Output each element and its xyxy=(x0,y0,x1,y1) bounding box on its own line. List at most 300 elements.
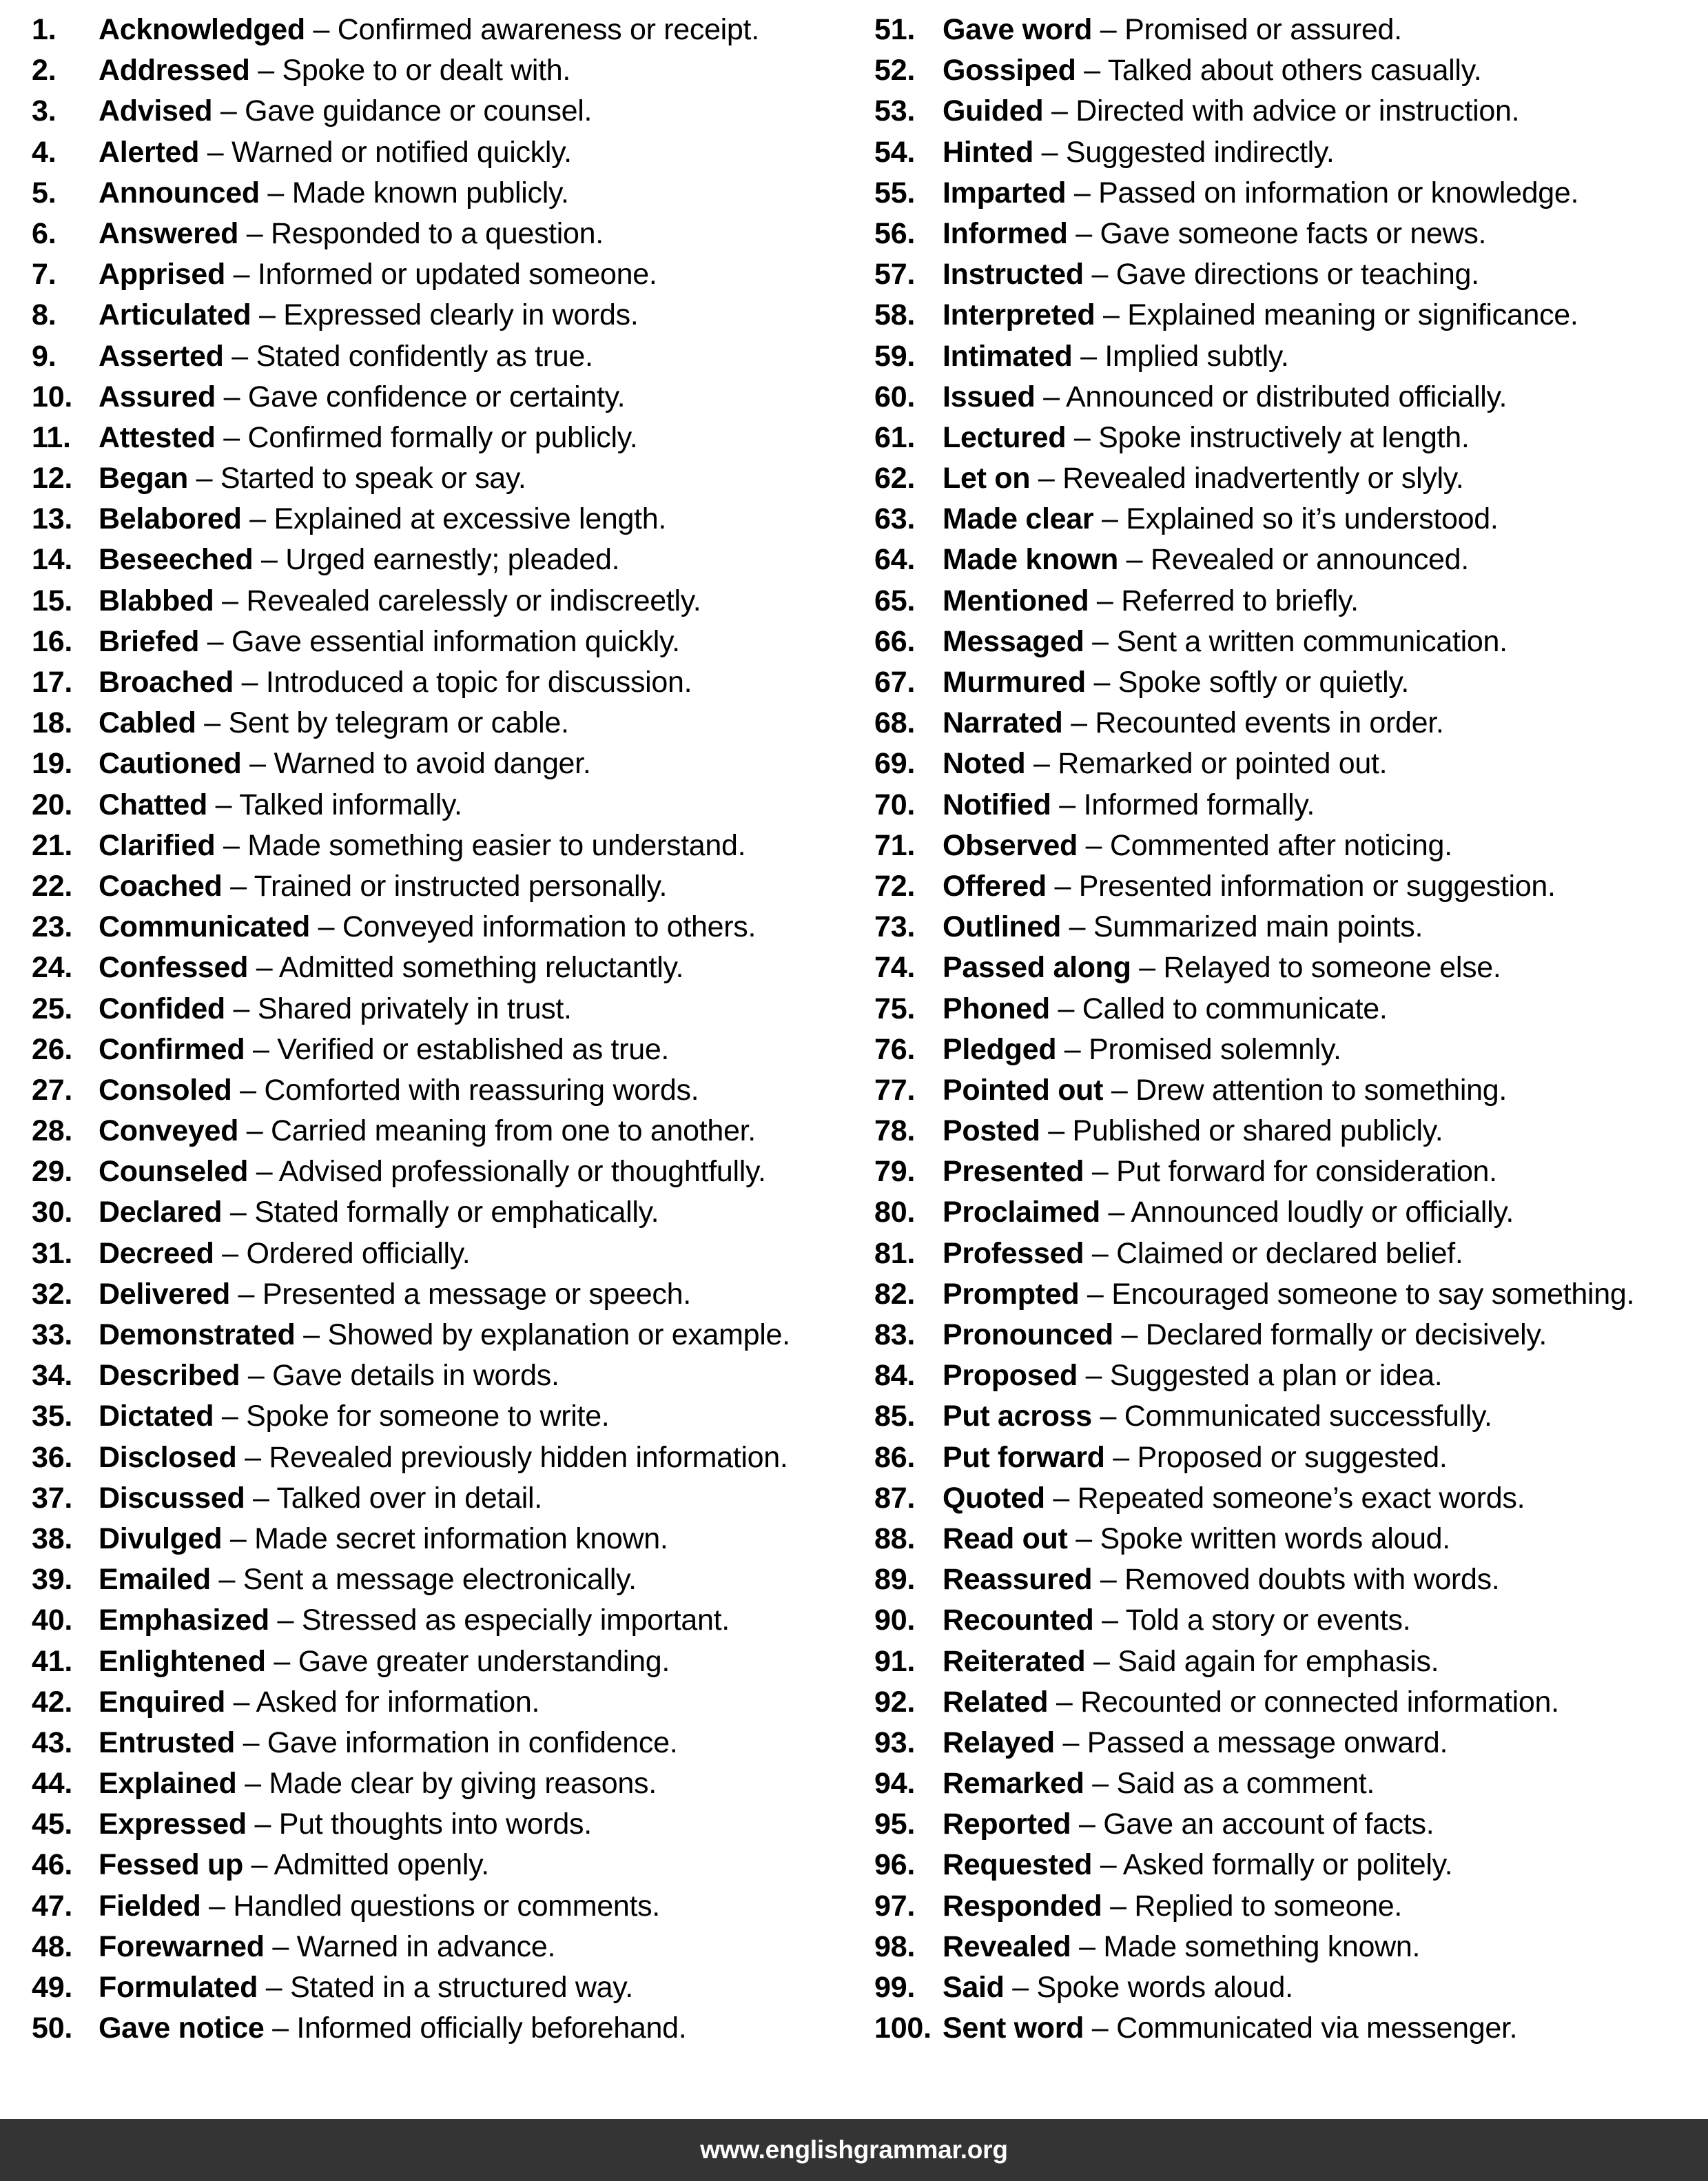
list-item-term: Instructed xyxy=(943,258,1084,291)
list-item-term: Responded xyxy=(943,1889,1102,1923)
list-item-definition: Remarked or pointed out. xyxy=(1058,747,1388,781)
list-item-body xyxy=(943,418,1469,458)
list-item xyxy=(32,458,841,499)
list-item-separator: – xyxy=(199,135,231,169)
list-item-definition: Shared privately in trust. xyxy=(257,992,572,1025)
list-item xyxy=(32,1559,841,1600)
list-item-body xyxy=(99,10,759,50)
list-item-definition: Confirmed awareness or receipt. xyxy=(337,13,759,46)
list-item-number: 68. xyxy=(874,706,916,740)
list-item-term: Gave word xyxy=(943,13,1093,46)
list-item-definition: Presented information or suggestion. xyxy=(1078,869,1556,903)
list-item-definition: Relayed to someone else. xyxy=(1163,951,1501,985)
list-item-number: 67. xyxy=(874,666,916,699)
list-item-separator: – xyxy=(214,1236,247,1270)
list-item-term: Reassured xyxy=(943,1563,1093,1597)
list-item-number: 9. xyxy=(32,339,56,373)
list-item-separator: – xyxy=(207,788,240,821)
list-item-number: 46. xyxy=(32,1848,73,1882)
list-item-term: Disclosed xyxy=(99,1440,237,1474)
list-item-body xyxy=(943,377,1507,418)
list-item-term: Cabled xyxy=(99,706,196,740)
list-item-separator: – xyxy=(222,1522,255,1555)
list-item-separator: – xyxy=(1103,1073,1136,1107)
list-item-separator: – xyxy=(1100,1196,1131,1229)
list-item-term: Phoned xyxy=(943,992,1050,1025)
list-item-term: Fielded xyxy=(99,1889,201,1923)
list-item-separator: – xyxy=(1025,747,1058,781)
list-item-separator: – xyxy=(1033,135,1066,169)
list-item xyxy=(32,10,841,50)
list-item xyxy=(874,826,1695,866)
list-item-separator: – xyxy=(1084,1767,1117,1801)
list-item xyxy=(874,1437,1695,1478)
list-item-number: 36. xyxy=(32,1440,73,1474)
list-item xyxy=(32,1845,841,1885)
list-item-number: 95. xyxy=(874,1808,916,1841)
list-item-separator: – xyxy=(1072,339,1105,373)
list-item-number: 87. xyxy=(874,1481,916,1515)
list-item-number: 42. xyxy=(32,1685,73,1719)
list-item-definition: Removed doubts with words. xyxy=(1124,1563,1500,1597)
list-item-body xyxy=(99,458,526,499)
list-item-separator: – xyxy=(243,1848,274,1882)
list-item-body xyxy=(99,1927,555,1967)
list-item-separator: – xyxy=(1084,624,1117,658)
list-item xyxy=(32,1315,841,1355)
list-item xyxy=(874,1070,1695,1111)
list-item-body xyxy=(99,254,657,295)
list-item-term: Belabored xyxy=(99,502,242,536)
list-item-number: 28. xyxy=(32,1114,73,1148)
list-item-separator: – xyxy=(225,258,258,291)
list-item-separator: – xyxy=(222,1196,255,1229)
list-item-number: 31. xyxy=(32,1236,73,1270)
list-item-separator: – xyxy=(310,910,342,944)
list-item-term: Fessed up xyxy=(99,1848,243,1882)
list-item xyxy=(874,744,1695,784)
list-item-definition: Announced or distributed officially. xyxy=(1065,380,1508,413)
list-item-separator: – xyxy=(264,1929,297,1963)
list-item-body xyxy=(99,948,683,988)
list-item-definition: Recounted or connected information. xyxy=(1080,1685,1559,1719)
list-item-definition: Revealed carelessly or indiscreetly. xyxy=(246,584,701,617)
list-item-number: 44. xyxy=(32,1767,73,1801)
list-item-body xyxy=(99,1192,659,1233)
list-item-term: Blabbed xyxy=(99,584,214,617)
list-item-definition: Stated in a structured way. xyxy=(290,1971,633,2004)
list-item-body xyxy=(99,377,625,418)
list-item-separator: – xyxy=(305,13,338,46)
list-item-body xyxy=(99,214,604,254)
list-item-body xyxy=(99,418,637,458)
list-item-separator: – xyxy=(1067,216,1100,250)
list-item-term: Outlined xyxy=(943,910,1061,944)
list-item-term: Confessed xyxy=(99,951,249,985)
list-item-term: Proclaimed xyxy=(943,1196,1100,1229)
list-item-term: Apprised xyxy=(99,258,225,291)
list-item-separator: – xyxy=(225,1685,256,1719)
list-item-separator: – xyxy=(1093,502,1126,536)
list-item-separator: – xyxy=(1076,54,1108,88)
list-item-definition: Promised solemnly. xyxy=(1089,1032,1341,1066)
list-item-separator: – xyxy=(222,869,254,903)
list-item-number: 73. xyxy=(874,910,916,944)
list-item-term: Clarified xyxy=(99,828,216,862)
list-item xyxy=(32,1274,841,1315)
list-item-definition: Gave an account of facts. xyxy=(1103,1808,1434,1841)
list-item-separator: – xyxy=(223,339,256,373)
list-item-definition: Comforted with reassuring words. xyxy=(264,1073,699,1107)
list-item-term: Briefed xyxy=(99,624,200,658)
list-item-body xyxy=(943,1478,1525,1519)
list-item-definition: Talked about others casually. xyxy=(1107,54,1482,88)
list-item xyxy=(874,50,1695,91)
list-item-term: Enquired xyxy=(99,1685,225,1719)
list-item-definition: Spoke written words aloud. xyxy=(1100,1522,1450,1555)
list-item xyxy=(874,703,1695,744)
list-item-separator: – xyxy=(1083,258,1116,291)
list-item-term: Communicated xyxy=(99,910,310,944)
list-item xyxy=(874,540,1695,580)
list-item-number: 33. xyxy=(32,1318,73,1351)
list-item-separator: – xyxy=(187,462,220,495)
list-item-separator: – xyxy=(249,54,282,88)
list-item-definition: Started to speak or say. xyxy=(220,462,526,495)
list-item-term: Put across xyxy=(943,1400,1092,1433)
list-item xyxy=(874,1274,1695,1315)
list-item-term: Pointed out xyxy=(943,1073,1104,1107)
list-item-separator: – xyxy=(225,992,258,1025)
list-item-definition: Informed or updated someone. xyxy=(257,258,657,291)
list-item-number: 53. xyxy=(874,94,916,128)
list-item-body xyxy=(99,989,572,1030)
list-item-number: 76. xyxy=(874,1032,916,1066)
list-item xyxy=(32,703,841,744)
list-item-number: 91. xyxy=(874,1644,916,1678)
list-item-body xyxy=(943,703,1444,744)
list-item-term: Decreed xyxy=(99,1236,214,1270)
list-item-term: Emailed xyxy=(99,1563,211,1597)
list-item-body xyxy=(99,866,667,907)
list-item-term: Remarked xyxy=(943,1767,1084,1801)
list-item-definition: Sent a written communication. xyxy=(1116,624,1508,658)
list-item-term: Lectured xyxy=(943,420,1067,454)
list-item-number: 56. xyxy=(874,216,916,250)
list-item-number: 69. xyxy=(874,747,916,781)
list-item-number: 50. xyxy=(32,2011,73,2045)
list-item-body xyxy=(943,1192,1514,1233)
list-item xyxy=(32,1927,841,1967)
list-item-separator: – xyxy=(251,298,284,332)
list-item-definition: Stated formally or emphatically. xyxy=(254,1196,659,1229)
list-item xyxy=(32,1111,841,1151)
list-item xyxy=(32,173,841,214)
list-item-term: Passed along xyxy=(943,951,1131,985)
list-item-term: Divulged xyxy=(99,1522,223,1555)
list-item-separator: – xyxy=(231,1073,265,1107)
list-item-separator: – xyxy=(245,1032,278,1066)
list-item-definition: Made secret information known. xyxy=(254,1522,668,1555)
list-item-definition: Suggested a plan or idea. xyxy=(1109,1359,1443,1393)
list-item-definition: Admitted something reluctantly. xyxy=(278,951,684,985)
list-item-term: Delivered xyxy=(99,1277,230,1311)
list-item-definition: Told a story or events. xyxy=(1125,1604,1411,1637)
list-item-definition: Spoke for someone to write. xyxy=(246,1400,610,1433)
list-item-term: Entrusted xyxy=(99,1726,235,1759)
list-item-body xyxy=(943,173,1578,214)
list-item-definition: Warned in advance. xyxy=(296,1929,556,1963)
list-item-definition: Showed by explanation or example. xyxy=(327,1318,790,1351)
list-item-term: Acknowledged xyxy=(99,13,305,46)
list-item-body xyxy=(943,1967,1293,2008)
list-item-number: 78. xyxy=(874,1114,916,1148)
list-item xyxy=(874,1682,1695,1723)
list-item-number: 71. xyxy=(874,828,916,862)
list-item-term: Guided xyxy=(943,94,1044,128)
list-item xyxy=(32,2008,841,2049)
list-item-number: 3. xyxy=(32,94,56,128)
list-item-number: 85. xyxy=(874,1400,916,1433)
list-item-separator: – xyxy=(1030,462,1063,495)
list-item-separator: – xyxy=(1035,380,1066,413)
list-item-separator: – xyxy=(1092,1563,1125,1597)
list-item-number: 51. xyxy=(874,13,916,46)
list-item xyxy=(32,866,841,907)
list-item-term: Pronounced xyxy=(943,1318,1113,1351)
list-item-term: Narrated xyxy=(943,706,1063,740)
list-item-number: 82. xyxy=(874,1277,916,1311)
list-item-term: Murmured xyxy=(943,666,1086,699)
list-item-definition: Revealed inadvertently or slyly. xyxy=(1062,462,1464,495)
list-item-definition: Conveyed information to others. xyxy=(342,910,757,944)
list-item xyxy=(32,744,841,784)
list-item-definition: Informed officially beforehand. xyxy=(296,2011,687,2045)
list-item xyxy=(874,499,1695,540)
list-item-separator: – xyxy=(1131,951,1164,985)
list-item-separator: – xyxy=(238,1114,271,1148)
list-item-number: 64. xyxy=(874,543,916,577)
list-item-definition: Ordered officially. xyxy=(246,1236,471,1270)
list-item xyxy=(32,1967,841,2008)
list-item-definition: Stated confidently as true. xyxy=(256,339,593,373)
list-item-body xyxy=(943,1233,1463,1274)
list-item-body xyxy=(943,866,1556,907)
list-item-body xyxy=(943,540,1469,580)
list-item-term: Informed xyxy=(943,216,1068,250)
list-item-number: 13. xyxy=(32,502,73,536)
list-item-separator: – xyxy=(238,216,271,250)
list-item xyxy=(874,581,1695,622)
list-item-number: 16. xyxy=(32,624,73,658)
list-item-number: 48. xyxy=(32,1929,73,1963)
list-item-body xyxy=(943,1070,1507,1111)
list-item-term: Noted xyxy=(943,747,1026,781)
list-item-number: 62. xyxy=(874,462,916,495)
list-item xyxy=(874,1478,1695,1519)
list-item-separator: – xyxy=(1066,176,1099,209)
list-item xyxy=(874,295,1695,336)
list-item xyxy=(874,1600,1695,1641)
list-item xyxy=(874,1804,1695,1845)
list-item-definition: Called to communicate. xyxy=(1082,992,1388,1025)
list-item xyxy=(874,1355,1695,1396)
list-item-body xyxy=(99,173,569,214)
list-item-number: 2. xyxy=(32,54,56,88)
list-item xyxy=(32,1030,841,1070)
list-item-definition: Admitted openly. xyxy=(274,1848,489,1882)
list-item-number: 21. xyxy=(32,828,73,862)
list-item-definition: Communicated successfully. xyxy=(1124,1400,1492,1433)
list-item-separator: – xyxy=(259,176,292,209)
list-item-number: 70. xyxy=(874,788,916,821)
list-item xyxy=(32,1192,841,1233)
list-item-body xyxy=(943,1600,1410,1641)
list-item-number: 4. xyxy=(32,135,56,169)
list-item-body xyxy=(943,458,1463,499)
list-item-definition: Responded to a question. xyxy=(271,216,604,250)
list-item-separator: – xyxy=(1060,910,1093,944)
list-item-body xyxy=(99,907,756,948)
list-item-number: 15. xyxy=(32,584,73,617)
list-item-definition: Made something easier to understand. xyxy=(247,828,746,862)
list-item-term: Intimated xyxy=(943,339,1073,373)
list-item xyxy=(874,1519,1695,1559)
list-item xyxy=(874,1111,1695,1151)
list-item-definition: Drew attention to something. xyxy=(1135,1073,1508,1107)
list-item-term: Reported xyxy=(943,1808,1071,1841)
list-item-body xyxy=(943,744,1387,784)
list-item xyxy=(32,50,841,91)
list-item-body xyxy=(943,132,1335,173)
list-item-separator: – xyxy=(1113,1318,1146,1351)
list-item-body xyxy=(943,1151,1497,1192)
list-item-term: Quoted xyxy=(943,1481,1045,1515)
list-item-separator: – xyxy=(1071,1808,1104,1841)
list-item-body xyxy=(99,1070,699,1111)
list-item-term: Relayed xyxy=(943,1726,1055,1759)
list-item-term: Offered xyxy=(943,869,1047,903)
list-item-separator: – xyxy=(1092,13,1125,46)
list-item-number: 92. xyxy=(874,1685,916,1719)
list-item-number: 14. xyxy=(32,543,73,577)
list-column-right xyxy=(854,10,1707,2049)
list-item xyxy=(32,418,841,458)
list-item-term: Alerted xyxy=(99,135,200,169)
footer-website-url[interactable]: www.englishgrammar.org xyxy=(700,2136,1008,2164)
list-item-body xyxy=(99,622,680,662)
list-item-term: Confided xyxy=(99,992,225,1025)
list-item-body xyxy=(943,907,1423,948)
list-item-separator: – xyxy=(1092,1848,1123,1882)
list-item-definition: Explained at excessive length. xyxy=(274,502,666,536)
list-item-separator: – xyxy=(210,1563,243,1597)
list-item-term: Assured xyxy=(99,380,216,413)
list-item-number: 20. xyxy=(32,788,73,821)
list-item xyxy=(32,499,841,540)
list-item-number: 57. xyxy=(874,258,916,291)
list-item-term: Beseeched xyxy=(99,543,254,577)
list-item-body xyxy=(943,785,1315,826)
list-item-definition: Put forward for consideration. xyxy=(1116,1155,1497,1189)
list-item-separator: – xyxy=(1102,1889,1135,1923)
list-item-definition: Claimed or declared belief. xyxy=(1116,1236,1463,1270)
list-item-term: Consoled xyxy=(99,1073,232,1107)
list-item-term: Related xyxy=(943,1685,1049,1719)
list-item-body xyxy=(943,622,1508,662)
list-item-definition: Passed a message onward. xyxy=(1087,1726,1448,1759)
list-item xyxy=(874,1192,1695,1233)
list-item-definition: Asked for information. xyxy=(256,1685,540,1719)
list-item-number: 22. xyxy=(32,869,73,903)
list-item-definition: Explained meaning or significance. xyxy=(1127,298,1578,332)
list-item-definition: Spoke words aloud. xyxy=(1036,1971,1293,2004)
list-item-definition: Gave information in confidence. xyxy=(267,1726,678,1759)
list-item-definition: Advised professionally or thoughtfully. xyxy=(278,1155,766,1189)
list-item-term: Professed xyxy=(943,1236,1084,1270)
list-item xyxy=(32,826,841,866)
list-item-body xyxy=(99,703,569,744)
list-item-definition: Made clear by giving reasons. xyxy=(269,1767,657,1801)
list-item-definition: Published or shared publicly. xyxy=(1072,1114,1443,1148)
list-item-term: Answered xyxy=(99,216,239,250)
list-item-definition: Promised or assured. xyxy=(1124,13,1402,46)
list-item-term: Formulated xyxy=(99,1971,258,2004)
list-item-separator: – xyxy=(214,584,247,617)
list-item-body xyxy=(99,1315,790,1355)
list-item-body xyxy=(99,1559,637,1600)
list-item-number: 5. xyxy=(32,176,56,209)
list-item xyxy=(32,1355,841,1396)
list-item-definition: Put thoughts into words. xyxy=(278,1808,592,1841)
list-item xyxy=(32,989,841,1030)
list-item-definition: Spoke instructively at length. xyxy=(1098,420,1470,454)
list-item-separator: – xyxy=(246,1808,279,1841)
list-item-term: Hinted xyxy=(943,135,1033,169)
list-item-number: 66. xyxy=(874,624,916,658)
list-item xyxy=(874,866,1695,907)
list-item-separator: – xyxy=(1043,94,1076,128)
list-item-separator: – xyxy=(245,1481,277,1515)
list-item-number: 83. xyxy=(874,1318,916,1351)
list-item-term: Presented xyxy=(943,1155,1084,1189)
list-item-number: 63. xyxy=(874,502,916,536)
list-item-body xyxy=(943,1559,1499,1600)
list-item-body xyxy=(943,948,1501,988)
list-item-definition: Talked over in detail. xyxy=(276,1481,542,1515)
list-item-term: Reiterated xyxy=(943,1644,1086,1678)
list-item xyxy=(874,1030,1695,1070)
list-item-body xyxy=(99,1274,691,1315)
list-item-body xyxy=(99,1967,633,2008)
list-item-number: 75. xyxy=(874,992,916,1025)
list-item-separator: – xyxy=(229,1277,263,1311)
list-item-body xyxy=(99,295,639,336)
list-item-term: Read out xyxy=(943,1522,1068,1555)
list-item xyxy=(874,907,1695,948)
list-item xyxy=(32,622,841,662)
list-item xyxy=(874,1396,1695,1437)
list-item-separator: – xyxy=(1049,992,1082,1025)
list-item xyxy=(874,989,1695,1030)
list-item xyxy=(874,418,1695,458)
list-item-number: 26. xyxy=(32,1032,73,1066)
list-item-term: Gossiped xyxy=(943,54,1076,88)
list-item-number: 37. xyxy=(32,1481,73,1515)
list-item-definition: Informed formally. xyxy=(1083,788,1315,821)
list-item-body xyxy=(99,1723,677,1763)
list-item-body xyxy=(99,1845,489,1885)
